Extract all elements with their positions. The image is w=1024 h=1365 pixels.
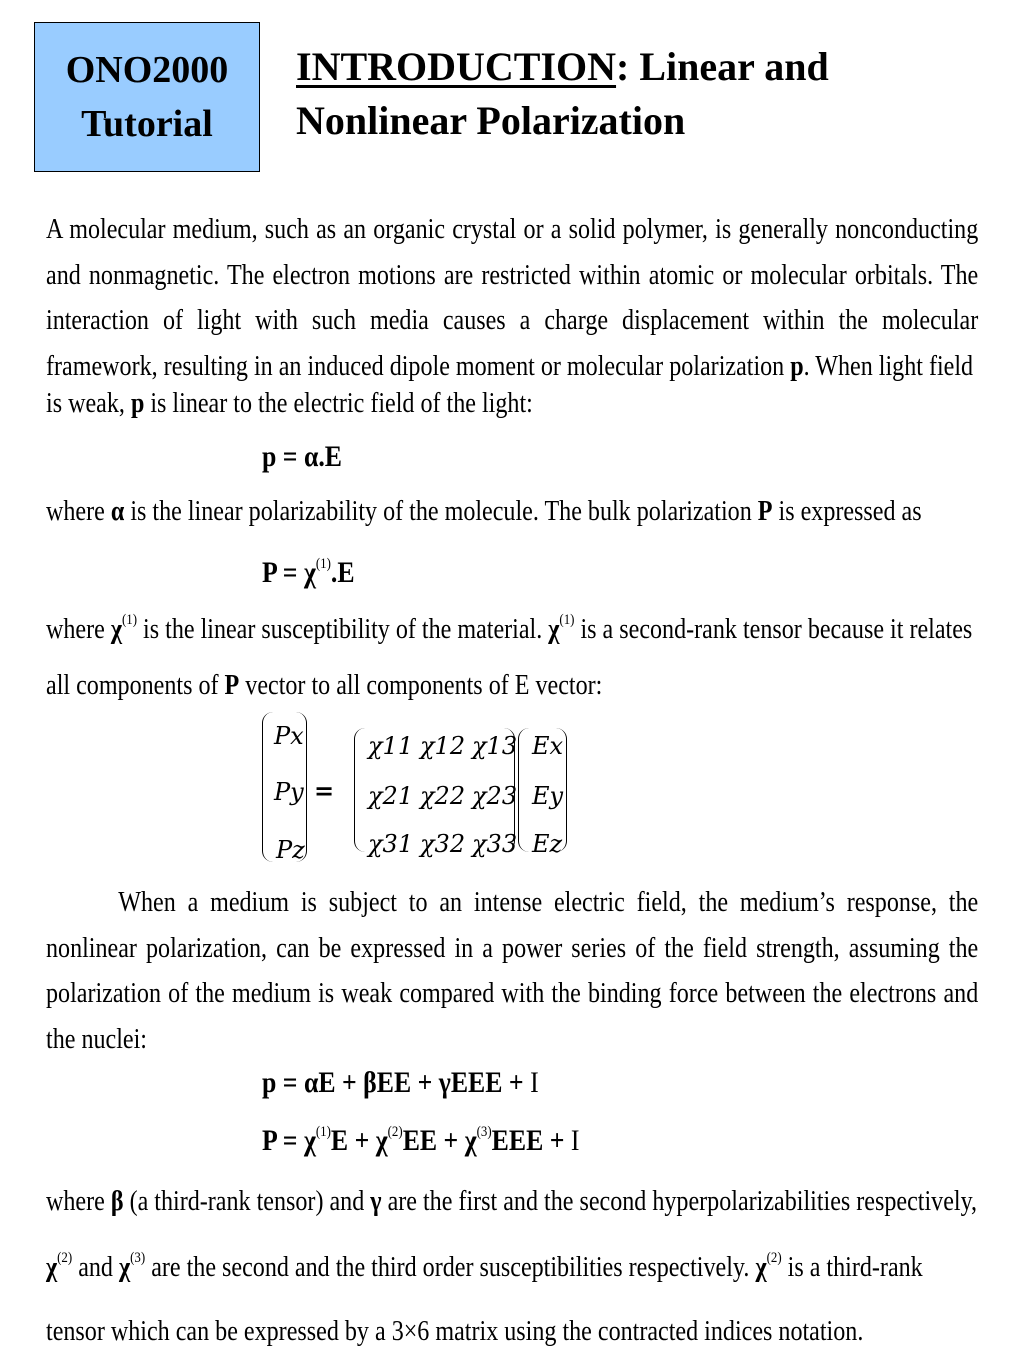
badge-line1: ONO2000 — [65, 49, 229, 91]
matrix-lhs-2: Py — [274, 778, 304, 806]
chi-line: where $\chi^{(1)}$ is the linear susceptibility of the material. $\chi^{(1)}$ is a second-rank tensor because it relates — [46, 612, 973, 645]
tutorial-badge — [34, 22, 260, 172]
page-title — [296, 40, 996, 148]
matrix-lhs-1: Px — [274, 722, 304, 750]
chi-21: χ21 — [368, 782, 414, 810]
chi-13: χ13 — [472, 732, 518, 760]
matrix-rhs-2: Ey — [532, 782, 564, 810]
matrix-rhs-3: Ez — [532, 830, 563, 858]
chi-11: χ11 — [368, 732, 414, 760]
weak-field-line: is weak, p is linear to the electric field of the light: — [46, 388, 533, 419]
matrix-rhs-1: Ex — [532, 732, 564, 760]
equation-bulk-linear: $P = \chi^{(1)}.E$ — [262, 556, 355, 589]
nonlinear-paragraph: When a medium is subject to an intense electric field, the medium’s response, the nonlinear polarization, can be expressed in a power series of the field strength, assuming the polarization of the medium is weak compared with the binding force between the electrons and the nuclei: — [46, 887, 979, 1055]
beta-gamma-line: where β (a third-rank tensor) and γ are the first and the second hyperpolarizabilities respectively, — [46, 1186, 978, 1217]
chi-22: χ22 — [420, 782, 466, 810]
intro-paragraph: A molecular medium, such as an organic crystal or a solid polymer, is generally nonconducting and nonmagnetic. The electron motions are restricted within atomic or molecular orbitals. The interaction of light with such media causes a charge displacement within the molecular framework, resulting in an induced dipole moment or molecular polarization p. When light field — [46, 214, 979, 382]
chi-32: χ32 — [420, 830, 466, 858]
matrix-lhs-3: Pz — [276, 836, 305, 864]
alpha-line: where α is the linear polarizability of the molecule. The bulk polarization P is expressed as — [46, 496, 922, 527]
equation-bulk-nonlinear: $P = \chi^{(1)}E + \chi^{(2)}EE + \chi^{(3)}EEE + I$ — [262, 1124, 580, 1157]
equation-linear-molecular: p = α.E — [262, 440, 343, 473]
susceptibility-line: $\chi^{(2)}$ and $\chi^{(3)}$ are the second and the third order susceptibilities respectively. $\chi^{(2)}$ is a third-rank — [46, 1250, 923, 1283]
title-line2: Nonlinear Polarization — [296, 98, 686, 143]
badge-line2: Tutorial — [81, 103, 213, 145]
chi-23: χ23 — [472, 782, 518, 810]
tensor-line: tensor which can be expressed by a 3×6 matrix using the contracted indices notation. — [46, 1316, 864, 1347]
title-rest: : Linear and — [616, 44, 829, 89]
matrix-equals: = — [314, 776, 335, 805]
bold-p: p — [790, 350, 804, 382]
chi-33: χ33 — [472, 830, 518, 858]
title-heading: INTRODUCTION — [296, 44, 617, 89]
equation-molecular-nonlinear: p = αE + βEE + γEEE + I — [262, 1066, 539, 1099]
components-line: all components of P vector to all components of E vector: — [46, 670, 603, 701]
chi-31: χ31 — [368, 830, 414, 858]
chi-12: χ12 — [420, 732, 466, 760]
